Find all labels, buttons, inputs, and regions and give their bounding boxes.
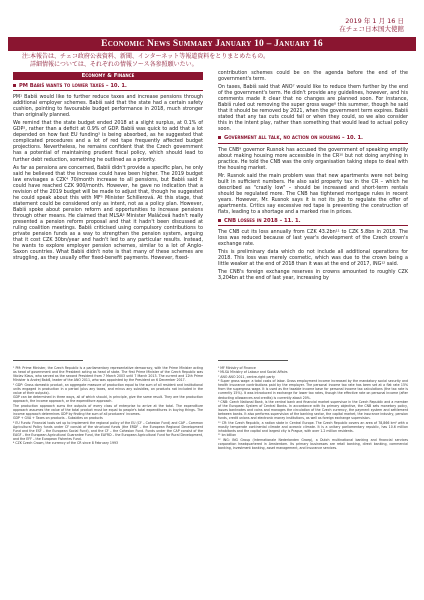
bullet-icon xyxy=(218,136,221,139)
paragraph: The CNB⁹ governor Rusnok has accused the government of speaking emptily about making housing more accessible in the CR¹⁰ but not doing anything in practice. He told the CNB was the only organisation taking steps to deal with the housing market. xyxy=(218,146,408,171)
document-date: 2019 年 1 月 16 日 xyxy=(345,17,404,25)
footnote: The production approach sums the outputs of every class of enterprise to arrive at the total. The expenditure approach assumes the value of the total product must be equal to people's total expenditures in buying things. The income approach determines GDP by finding the sum of all producers' incomes. xyxy=(13,403,203,416)
footnote: GDP can be determined in three ways, all of which should, in principle, give the same result. They are the production approach, the income approach, or the expenditure approach. xyxy=(13,395,203,404)
disclaimer-line-2: 詳細情報については、それぞれの情報ソース各参照願いたい。 xyxy=(30,60,198,68)
article-heading-housing xyxy=(218,135,408,143)
paragraph: We remind that the state budget ended 2018 at a slight surplus, at 0.1% of GDP², rather than a deficit at 0.9% of GDP. Babiš was quick to add that a lot depended on how fast EU funding³ is being absorbed, as he suggested that complicated procedures and a lot of red tape frequently affected budget projections. Nevertheless, he remains confident that the Czech government has a potential of maintaining prudent fiscal policy, which should lead to further debt reduction, something he outlined as a priority. xyxy=(13,120,203,163)
disclaimer-note xyxy=(22,53,269,68)
page-title: Economic News Summary January 10 – January 16 xyxy=(8,37,416,51)
article-heading-text: PM Babiš wants to lower taxes – 10. 1. xyxy=(19,83,127,89)
footnote: GDP + GVA + Taxes on products - Subsidies on products xyxy=(13,416,103,421)
footnote: ⁵ MF Ministry of Finance xyxy=(218,366,256,370)
footnote: ¹² ING: ING Group (Internationale Nederlanden Groep), a Dutch multinational banking and financial services corporation headquartered in Amsterdam. Its primary businesses are retail banking, direct banking, commercial banking, investment banking, asset management, and insurance services. xyxy=(218,437,408,450)
footnotes-right xyxy=(218,366,408,450)
footnote: ³ EU Funds: Financial tools set up to implement the regional policy of the EU (CF – Cohesion Fund) and CAP – Common Agricultural Policy funds under CF consist of the structural funds (the ERDF – the European Regional Development Fund and the ESF – the European Social Fund), and the CF – the Cohesion Fund. Funds under the CAP consist of the EAGF – the European Agricultural Guarantee Fund, the EAFRD – the European Agricultural Fund for Rural Development, and the EFF – the European Fisheries Fund. xyxy=(13,420,204,441)
paragraph: PM¹ Babiš would like to further reduce taxes and increase pensions through additional employer schemes. Babiš said that the state had a certain safety cushion, pointing to favourable budget performance in 2018, much stronger than originally planned. xyxy=(13,94,203,119)
article-heading-text: Government all talk, no action on housing – 10. 1. xyxy=(224,135,364,142)
footnote-divider xyxy=(13,360,83,361)
paragraph: On taxes, Babiš said that ANO⁷ would like to reduce them further by the end of the government's term. He didn't provide any guidelines, however, and his comments made it clear that no changes are planned soon. For instance, Babiš ruled out removing the super gross wage⁸ this summer, though he said that it should be removed by 2021, when the government term expires. Babiš stated that any tax cuts could fail or when they could, so we also consider this in the intent play, rather than something that would lead to actual policy soon. xyxy=(218,84,408,133)
bullet-icon xyxy=(13,84,16,87)
footnote: ⁶ MLSA Ministry of Labour and Social Affairs xyxy=(218,370,288,375)
footnotes-left xyxy=(13,366,203,446)
footnote: ⁷ ANO ANO 2011, centre-right party xyxy=(218,374,275,379)
article-heading-cnb xyxy=(218,218,408,226)
document-header xyxy=(339,17,404,33)
footnote-divider xyxy=(218,360,288,361)
document-org: 在チェコ日本国大使館 xyxy=(339,25,404,33)
paragraph: contribution schemes could be on the agenda before the end of the government's term. xyxy=(218,70,408,83)
footnote: ⁸ Super gross wage: a total costs of labor. Gross employment income increased by the mandatory social security and health insurance contributions paid by the employer. The personal income tax rate has been set at a flat rate 15% from the supergross wage. It is used as the taxable income base for personal income tax calculations (the tax rate is currently 15%). It was introduced in exchange for lower tax rates, though the effective rate on personal income (after deducting allowances and credits) is currently about 20%. xyxy=(218,379,408,400)
footnote: ¹⁰ CR: the Czech Republic, a nation state in Central Europe. The Czech Republic covers an area of 78,866 km² with a mostly temperate continental climate and oceanic climate. It is a unitary parliamentary republic, has 10.6 million inhabitants and the capital and largest city is Prague, with over 1.2 million residents. xyxy=(218,420,408,433)
disclaimer-line-1: 注:本報告は、チェコ政府公表資料、新聞、インターネット等報道資料をとりまとめたもの。 xyxy=(22,53,270,60)
right-column xyxy=(218,70,408,283)
article-heading-taxes xyxy=(13,83,203,91)
footnote: ¹¹ bn billion xyxy=(218,433,237,438)
paragraph: The CNB's foreign exchange reserves in crowns amounted to roughly CZK 3,204bn at the end of last year, increasing by xyxy=(218,269,408,282)
paragraph: The CNB cut its loss annually from CZK 43.2bn¹¹ to CZK 5.8bn in 2018. The loss was reduced because of last year's development of the Czech crown's exchange rate. xyxy=(218,229,408,248)
paragraph: Mr. Rusnok said the main problem was that new apartments were not being built in sufficient numbers. He also said property tax in the CR – which he described as "crazily low" – should be increased and short-term rentals should be regulated more. The CNB has tightened mortgage rules in recent years. However, Mr. Rusnok says it is not its job to regulate the offer of apartments. Critics say excessive red tape is preventing the construction of flats, leading to a shortage and a marked rise in prices. xyxy=(218,172,408,215)
footnote: ¹ PM: Prime Minister, the Czech Republic is a parliamentary representative democracy, with the Prime Minister acting as head of government and the President acting as head of state. The first Prime Minister of the Czech Republic was Václav Klaus, who served as the second President from 7 March 2003 until 7 March 2013. The current and 12th Prime Minister is Andrej Babiš, leader of the ANO 2011, who was appointed by the President on 6 December 2017. xyxy=(13,366,203,383)
footnote: ⁹ CNB: Czech National Bank, is the central bank and financial market supervisor in the Czech Republic and a member of the European System of Central Banks. In accordance with its primary objective, the CNB sets monetary policy, issues banknotes and coins and manages the circulation of the Czech currency, the payment system and settlement between banks. It also performs supervision of the banking sector, the capital market, the insurance industry, pension funds, credit unions and electronic money institutions, as well as foreign exchange supervision. xyxy=(218,399,408,421)
footnote: ² GDP: Gross domestic product, an aggregate measure of production equal to the sum of all resident and institutional units engaged in production in a period (plus any taxes, and minus any subsidies, on products not included in the value of their outputs). xyxy=(13,382,203,395)
section-header: Economy & Finance xyxy=(13,72,203,80)
left-column xyxy=(13,72,203,263)
paragraph: This is preliminary data which do not include all additional operations for 2018. This loss was merely cosmetic, which was due to the crown being a little weaker at the end of 2018 than it was at the end of 2017, ING¹² said. xyxy=(218,249,408,268)
footnote: ⁴ CZK Czech Crown, the currency of the CR since 8 February 1993 xyxy=(13,441,119,446)
paragraph: As far as pensions are concerned, Babiš didn't provide a specific plan, he only said he believed that the increase could have been higher. The 2019 budget law envisages a CZK⁴ 70/month increase to all pensions, but Babiš said it could have reached CZK 900/month. However, he gave no indication that a revision of the 2019 budget will be made to adjust that, though he suggested he could speak about this with MF⁵ Minister Schillerová. At this stage, that statement could be considered only as intent, not as a policy plan. However, Babiš spoke about pension reform and opportunities to increase pensions through other means. He claimed that MLSA⁶ Minister Maláčová hadn't really presented a pension reform proposal and that it hadn't been discussed at ruling coalition meetings. Babiš criticised using compulsory contributions to private pension funds as a way to strengthen the pension system, arguing that it cost CZK 30bn/year and hadn't led to any particular results. Instead, he wants to explore employer pension schemes, similar to a lot of Anglo-Saxon countries. What Babiš didn't note is that many of these schemes are struggling, as they usually offer fixed-benefit payments. However, fixed- xyxy=(13,164,203,262)
bullet-icon xyxy=(218,219,221,222)
article-heading-text: CNB losses in 2018 – 11. 1. xyxy=(224,218,301,225)
